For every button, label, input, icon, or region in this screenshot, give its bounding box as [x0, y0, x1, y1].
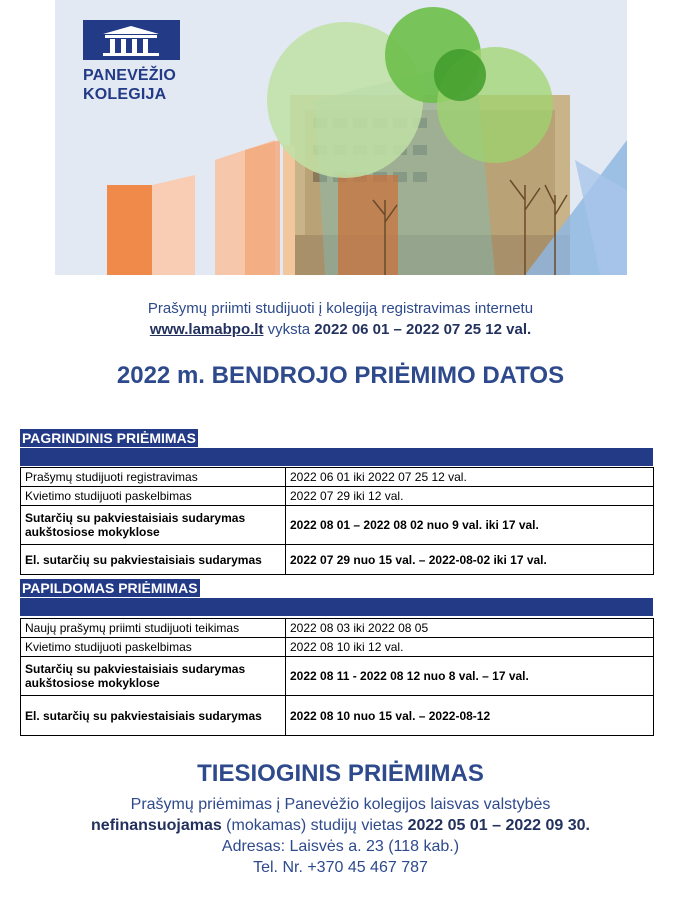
- intro-dates: 2022 06 01 – 2022 07 25 12 val.: [314, 321, 532, 338]
- logo-line-1: PANEVĖŽIO: [83, 67, 177, 84]
- table-row: [21, 619, 654, 638]
- direct-address: Adresas: Laisvės a. 23 (118 kab.): [221, 838, 460, 855]
- logo-line-2: KOLEGIJA: [83, 86, 167, 103]
- section-bar-pagrindinis: [20, 448, 653, 466]
- logo-building-icon: [83, 20, 180, 60]
- row-value: 2022 08 11 - 2022 08 12 nuo 8 val. – 17 val.: [286, 657, 654, 696]
- row-value: 2022 07 29 iki 12 val.: [286, 487, 654, 506]
- row-name: Kvietimo studijuoti paskelbimas: [21, 638, 286, 657]
- table-row: [21, 545, 654, 575]
- intro-line: Prašymų priimti studijuoti į kolegiją registravimas internetu: [147, 300, 534, 317]
- lamabpo-link[interactable]: www.lamabpo.lt: [149, 321, 264, 338]
- college-logo: [83, 20, 183, 104]
- row-value: 2022 08 01 – 2022 08 02 nuo 9 val. iki 17 val.: [286, 506, 654, 545]
- row-value: 2022 08 10 iki 12 val.: [286, 638, 654, 657]
- section-bar-papildomas: [20, 598, 653, 616]
- row-value: 2022 06 01 iki 2022 07 25 12 val.: [286, 468, 654, 487]
- row-name: Naujų prašymų priimti studijuoti teikimas: [21, 619, 286, 638]
- row-value: 2022 07 29 nuo 15 val. – 2022-08-02 iki 17 val.: [286, 545, 654, 575]
- direct-bold: nefinansuojamas: [91, 817, 222, 834]
- table-row: [21, 638, 654, 657]
- direct-mid: (mokamas) studijų vietas: [221, 817, 408, 834]
- direct-phone: Tel. Nr. +370 45 467 787: [253, 859, 428, 876]
- row-value: 2022 08 10 nuo 15 val. – 2022-08-12: [286, 696, 654, 736]
- table-papildomas: [20, 618, 654, 736]
- direct-admission-title: TIESIOGINIS PRIĖMIMAS: [197, 760, 484, 787]
- table-row: [21, 487, 654, 506]
- row-name: Kvietimo studijuoti paskelbimas: [21, 487, 286, 506]
- section-label-pagrindinis: PAGRINDINIS PRIĖMIMAS: [22, 430, 196, 446]
- intro-middle: vyksta: [263, 321, 315, 338]
- table-row: [21, 657, 654, 696]
- row-name: Sutarčių su pakviestaisiais sudarymas aukštosiose mokyklose: [21, 657, 286, 696]
- table-row: [21, 696, 654, 736]
- row-name: Prašymų studijuoti registravimas: [21, 468, 286, 487]
- registration-intro: [0, 298, 681, 340]
- table-pagrindinis: [20, 467, 654, 575]
- section-label-papildomas: PAPILDOMAS PRIĖMIMAS: [22, 580, 198, 596]
- table-row: [21, 468, 654, 487]
- direct-admission-info: [0, 794, 681, 878]
- direct-dates: 2022 05 01 – 2022 09 30.: [407, 817, 590, 834]
- row-name: El. sutarčių su pakviestaisiais sudarymas: [21, 545, 286, 575]
- direct-line-1: Prašymų priėmimas į Panevėžio kolegijos laisvas valstybės: [130, 796, 551, 813]
- table-row: [21, 506, 654, 545]
- direct-line-2: [0, 815, 681, 836]
- intro-dates-line: [0, 319, 681, 340]
- page-title: 2022 m. BENDROJO PRIĖMIMO DATOS: [116, 362, 565, 389]
- logo-text: [83, 66, 183, 104]
- row-name: Sutarčių su pakviestaisiais sudarymas aukštosiose mokyklose: [21, 506, 286, 545]
- row-value: 2022 08 03 iki 2022 08 05: [286, 619, 654, 638]
- row-name: El. sutarčių su pakviestaisiais sudarymas: [21, 696, 286, 736]
